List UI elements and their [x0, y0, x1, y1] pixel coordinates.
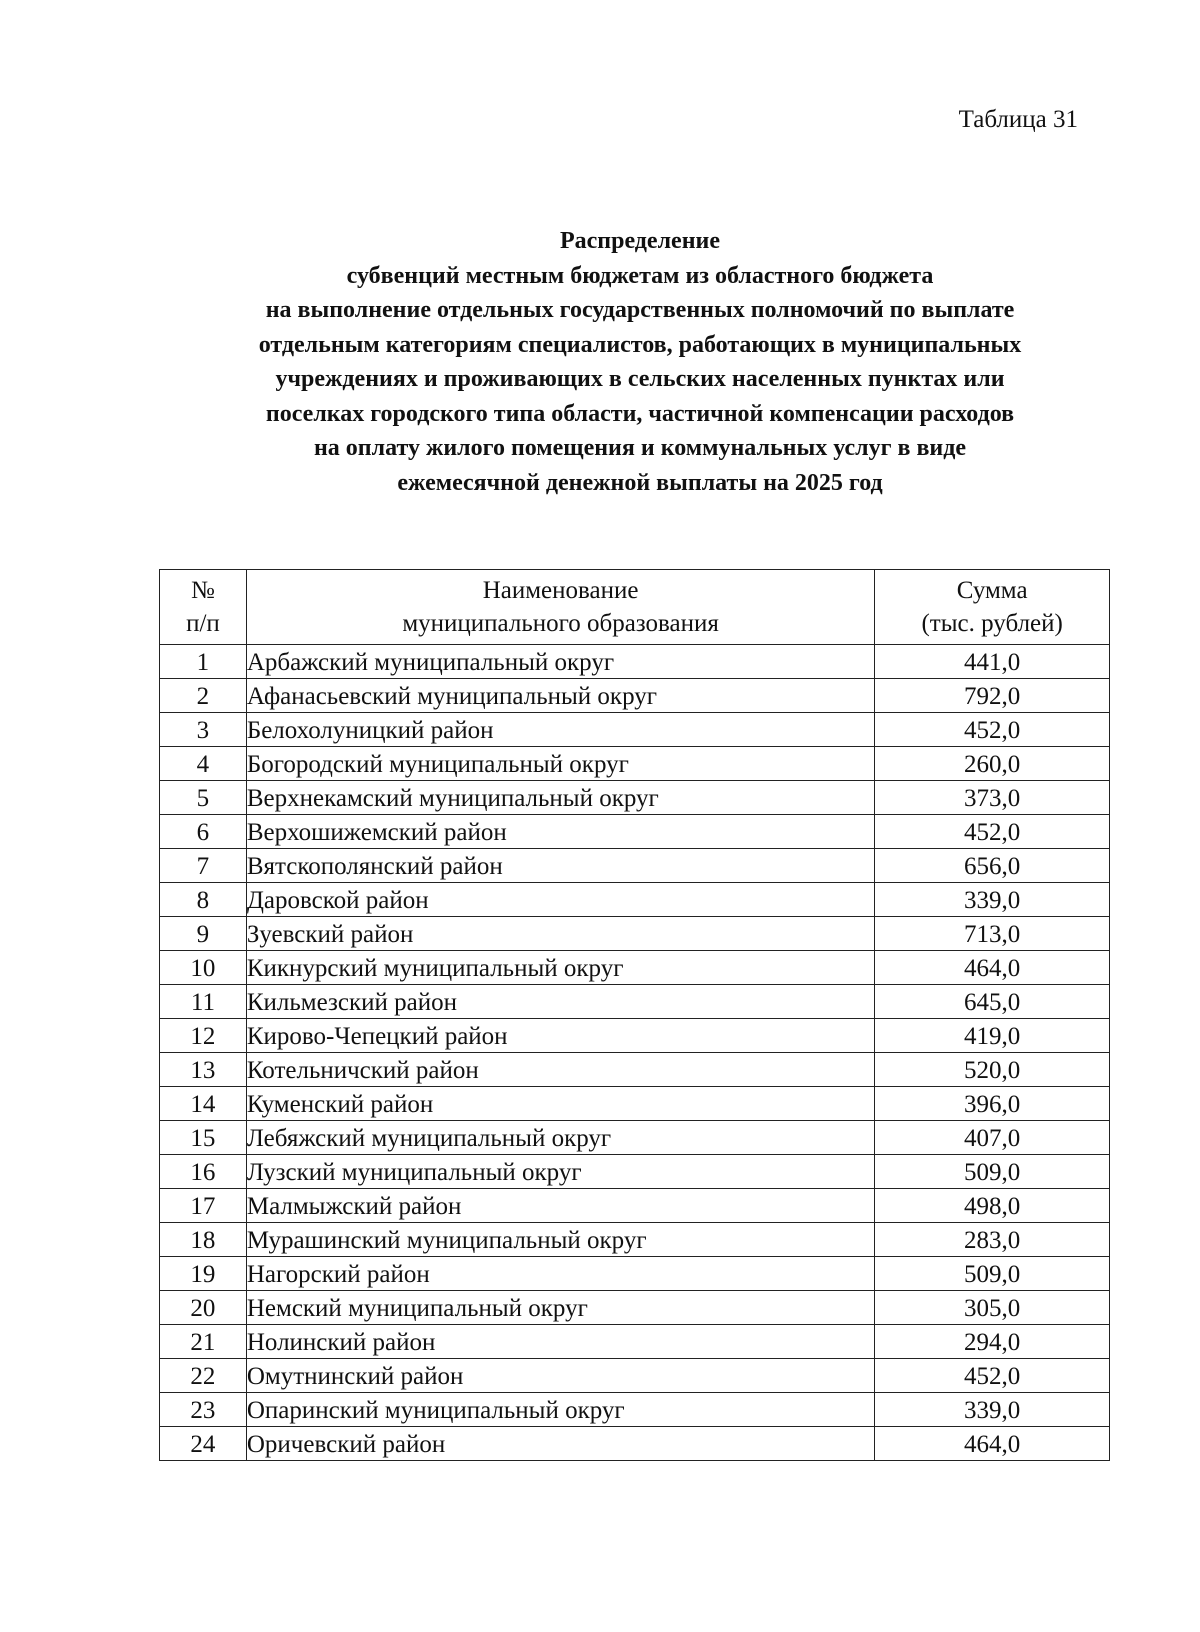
amount-value: 305,0 [875, 1291, 1110, 1325]
amount-value: 396,0 [875, 1087, 1110, 1121]
row-number: 15 [160, 1121, 247, 1155]
row-number: 7 [160, 849, 247, 883]
table-row [160, 1291, 1110, 1325]
amount-value: 441,0 [875, 645, 1110, 679]
municipality-name: Афанасьевский муниципальный округ [246, 679, 874, 713]
amount-value: 260,0 [875, 747, 1110, 781]
table-row [160, 747, 1110, 781]
amount-value: 452,0 [875, 815, 1110, 849]
table-row [160, 645, 1110, 679]
table-row [160, 1019, 1110, 1053]
row-number: 19 [160, 1257, 247, 1291]
table-number-label: Таблица 31 [958, 106, 1078, 133]
amount-value: 656,0 [875, 849, 1110, 883]
table-row [160, 1053, 1110, 1087]
title-line: ежемесячной денежной выплаты на 2025 год [397, 469, 883, 496]
row-number: 8 [160, 883, 247, 917]
row-number: 12 [160, 1019, 247, 1053]
municipality-name: Опаринский муниципальный округ [246, 1393, 874, 1427]
row-number: 11 [160, 985, 247, 1019]
municipality-name: Кирово-Чепецкий район [246, 1019, 874, 1053]
amount-value: 294,0 [875, 1325, 1110, 1359]
row-number: 6 [160, 815, 247, 849]
table-row [160, 1189, 1110, 1223]
table-row [160, 1325, 1110, 1359]
municipality-name: Зуевский район [246, 917, 874, 951]
amount-value: 645,0 [875, 985, 1110, 1019]
row-number: 2 [160, 679, 247, 713]
title-line: поселках городского типа области, частичной компенсации расходов [265, 400, 1015, 427]
amount-value: 339,0 [875, 1393, 1110, 1427]
amount-value: 407,0 [875, 1121, 1110, 1155]
table-row [160, 883, 1110, 917]
table-row [160, 985, 1110, 1019]
row-number: 16 [160, 1155, 247, 1189]
municipality-name: Богородский муниципальный округ [246, 747, 874, 781]
amount-value: 452,0 [875, 713, 1110, 747]
title-line: отдельным категориям специалистов, работающих в муниципальных [258, 331, 1022, 358]
municipality-name: Вятскополянский район [246, 849, 874, 883]
amount-value: 283,0 [875, 1223, 1110, 1257]
municipality-name: Омутнинский район [246, 1359, 874, 1393]
table-row [160, 1121, 1110, 1155]
row-number: 18 [160, 1223, 247, 1257]
row-number: 5 [160, 781, 247, 815]
title-line: учреждениях и проживающих в сельских населенных пунктах или [275, 366, 1005, 392]
amount-value: 373,0 [875, 781, 1110, 815]
subvention-table [159, 569, 1110, 1461]
table-header-row [160, 570, 1110, 645]
table-row [160, 815, 1110, 849]
table-row [160, 1155, 1110, 1189]
amount-value: 509,0 [875, 1257, 1110, 1291]
amount-value: 339,0 [875, 883, 1110, 917]
title-line: субвенций местным бюджетам из областного бюджета [346, 262, 934, 289]
row-number: 23 [160, 1393, 247, 1427]
row-number: 3 [160, 713, 247, 747]
table-row [160, 1223, 1110, 1257]
municipality-name: Даровской район [246, 883, 874, 917]
table-row [160, 1359, 1110, 1393]
table-row [160, 713, 1110, 747]
municipality-name: Нолинский район [246, 1325, 874, 1359]
municipality-name: Оричевский район [246, 1427, 874, 1461]
municipality-name: Верхошижемский район [246, 815, 874, 849]
amount-value: 713,0 [875, 917, 1110, 951]
amount-value: 452,0 [875, 1359, 1110, 1393]
municipality-name: Котельничский район [246, 1053, 874, 1087]
document-title [160, 224, 1120, 500]
row-number: 17 [160, 1189, 247, 1223]
row-number: 1 [160, 645, 247, 679]
table-row [160, 781, 1110, 815]
header-name: Наименование муниципального образования [246, 570, 874, 645]
municipality-name: Нагорский район [246, 1257, 874, 1291]
municipality-name: Лузский муниципальный округ [246, 1155, 874, 1189]
row-number: 14 [160, 1087, 247, 1121]
municipality-name: Мурашинский муниципальный округ [246, 1223, 874, 1257]
amount-value: 464,0 [875, 951, 1110, 985]
row-number: 4 [160, 747, 247, 781]
header-number: № п/п [160, 570, 247, 645]
amount-value: 464,0 [875, 1427, 1110, 1461]
row-number: 13 [160, 1053, 247, 1087]
amount-value: 498,0 [875, 1189, 1110, 1223]
municipality-name: Кикнурский муниципальный округ [246, 951, 874, 985]
amount-value: 520,0 [875, 1053, 1110, 1087]
title-line: на выполнение отдельных государственных полномочий по выплате [265, 297, 1015, 323]
title-line: на оплату жилого помещения и коммунальных услуг в виде [313, 435, 967, 461]
municipality-name: Немский муниципальный округ [246, 1291, 874, 1325]
municipality-name: Лебяжский муниципальный округ [246, 1121, 874, 1155]
municipality-name: Малмыжский район [246, 1189, 874, 1223]
row-number: 24 [160, 1427, 247, 1461]
municipality-name: Верхнекамский муниципальный округ [246, 781, 874, 815]
table-row [160, 951, 1110, 985]
table-row [160, 917, 1110, 951]
row-number: 10 [160, 951, 247, 985]
municipality-name: Куменский район [246, 1087, 874, 1121]
municipality-name: Арбажский муниципальный округ [246, 645, 874, 679]
table-row [160, 1087, 1110, 1121]
table-row [160, 1427, 1110, 1461]
table-row [160, 849, 1110, 883]
amount-value: 419,0 [875, 1019, 1110, 1053]
municipality-name: Кильмезский район [246, 985, 874, 1019]
table-row [160, 1393, 1110, 1427]
municipality-name: Белохолуницкий район [246, 713, 874, 747]
title-line: Распределение [559, 228, 721, 254]
table-row [160, 1257, 1110, 1291]
table-row [160, 679, 1110, 713]
row-number: 21 [160, 1325, 247, 1359]
amount-value: 509,0 [875, 1155, 1110, 1189]
amount-value: 792,0 [875, 679, 1110, 713]
row-number: 22 [160, 1359, 247, 1393]
row-number: 9 [160, 917, 247, 951]
header-sum: Сумма (тыс. рублей) [875, 570, 1110, 645]
row-number: 20 [160, 1291, 247, 1325]
